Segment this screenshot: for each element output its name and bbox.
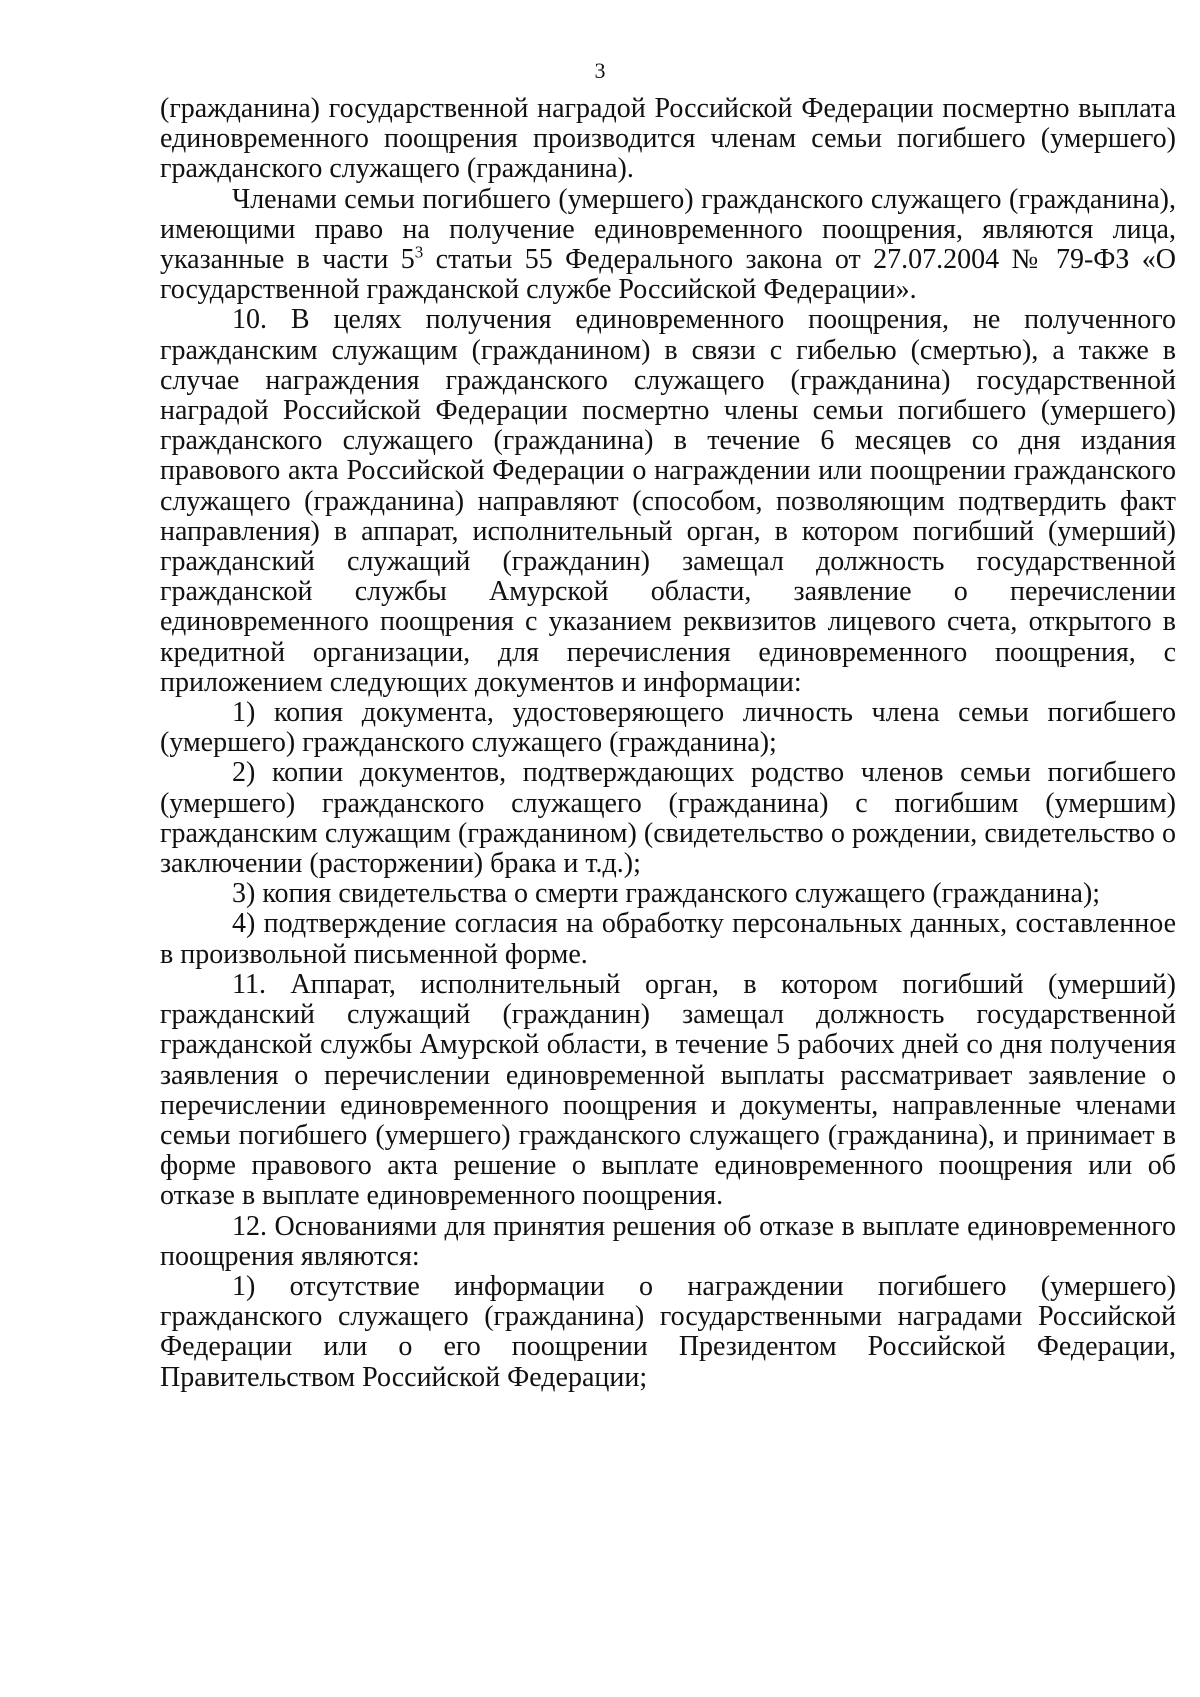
paragraph-family-members [160, 185, 1176, 306]
superscript: 3 [414, 242, 424, 262]
paragraph-11: 11. Аппарат, исполнительный орган, в котором погибший (умерший) гражданский служащий (гражданин) замещал должность государственной гражданской службы Амурской области, в течение 5 рабочих дней со дня получения заявления о перечислении единовременной выплаты рассматривает заявление о перечислении единовременного поощрения и документы, направленные членами семьи погибшего (умершего) гражданского служащего (гражданина), и принимает в форме правового акта решение о выплате единовременного поощрения или об отказе в выплате единовременного поощрения. [160, 968, 1176, 1212]
paragraph-10: 10. В целях получения единовременного поощрения, не полученного гражданским служащим (гражданином) в связи с гибелью (смертью), а также в случае награждения гражданского служащего (гражданина) государственной наградой Российской Федерации посмертно члены семьи погибшего (умершего) гражданского служащего (гражданина) в течение 6 месяцев со дня издания правового акта Российской Федерации о награждении или поощрении гражданского служащего (гражданина) направляют (способом, позволяющим подтвердить факт направления) в аппарат, исполнительный орган, в котором погибший (умерший) гражданский служащий (гражданин) замещал должность государственной гражданской службы Амурской области, заявление о перечислении единовременного поощрения с указанием реквизитов лицевого счета, открытого в кредитной организации, для перечисления единовременного поощрения, с приложением следующих документов и информации: [160, 304, 1176, 698]
paragraph-continuation: (гражданина) государственной наградой Российской Федерации посмертно выплата единовременного поощрения производится членам семьи погибшего (умершего) гражданского служащего (гражданина). [160, 93, 1176, 185]
refusal-ground-1: 1) отсутствие информации о награждении погибшего (умершего) гражданского служащего (гражданина) государственными наградами Российской Федерации или о его поощрении Президентом Российской Федерации, Правительством Российской Федерации; [160, 1270, 1176, 1393]
list-item-2: 2) копии документов, подтверждающих родство членов семьи погибшего (умершего) гражданского служащего (гражданина) с погибшим (умершим) гражданским служащим (гражданином) (свидетельство о рождении, свидетельство о заключении (расторжении) брака и т.д.); [160, 757, 1176, 880]
page-number: 3 [594, 58, 606, 83]
list-item-3: 3) копия свидетельства о смерти гражданского служащего (гражданина); [232, 878, 1101, 910]
list-item-1: 1) копия документа, удостоверяющего личность члена семьи погибшего (умершего) гражданского служащего (гражданина); [160, 697, 1176, 759]
list-item-4: 4) подтверждение согласия на обработку персональных данных, составленное в произвольной письменной форме. [160, 908, 1176, 970]
document-body [160, 94, 1176, 1393]
paragraph-12: 12. Основаниями для принятия решения об отказе в выплате единовременного поощрения являются: [160, 1210, 1176, 1272]
paragraph-text: статьи 55 Федерального закона от 27.07.2004 № 79-ФЗ «О государственной гражданской службе Российской Федерации». [160, 244, 1176, 306]
paragraph-text: Членами семьи погибшего (умершего) гражданского служащего (гражданина), имеющими право на получение единовременного поощрения, являются лица, указанные в части 5 [160, 183, 1176, 276]
